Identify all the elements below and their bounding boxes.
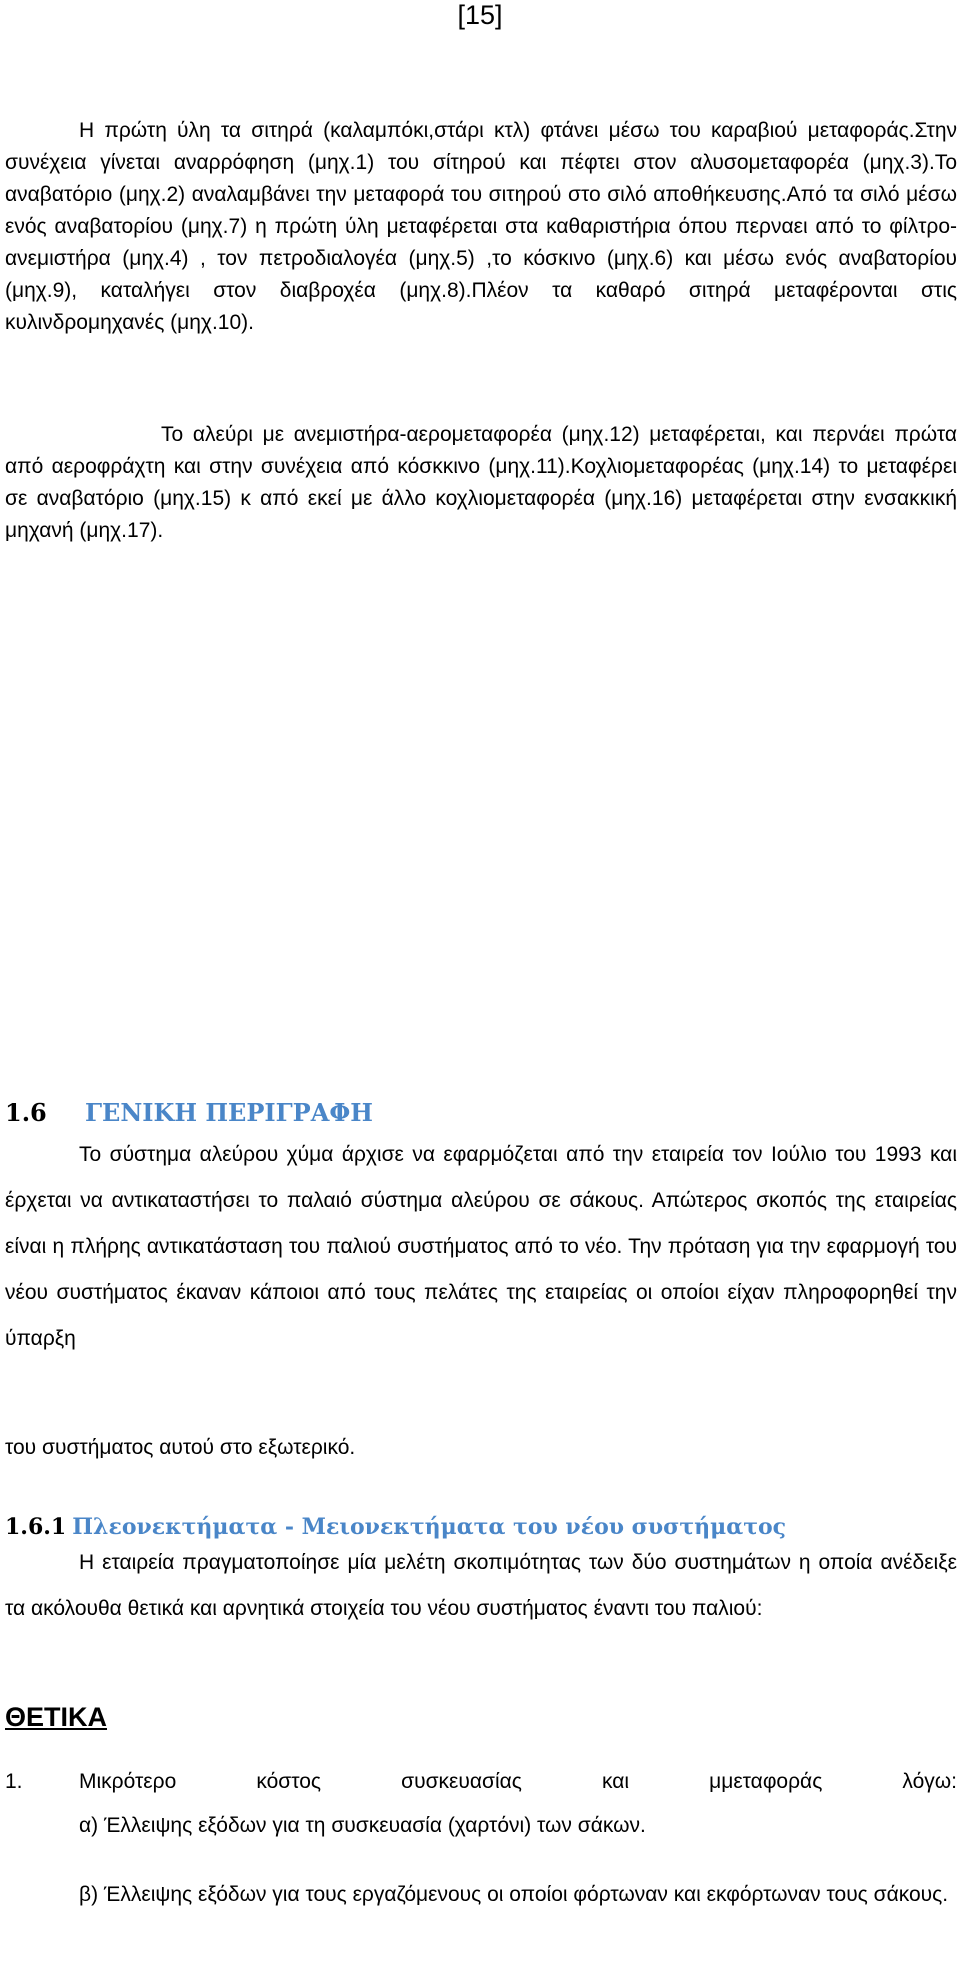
section-number: 1.6 <box>5 1098 47 1127</box>
section-heading-1-6 <box>5 1097 373 1129</box>
section-number: 1.6.1 <box>5 1514 67 1540</box>
page-number: [15] <box>457 0 503 30</box>
list-item-text: Μικρότερο κόστος συσκευασίας και μμεταφοράς λόγω: <box>79 1770 957 1793</box>
list-subitem-text: β) Έλλειψης εξόδων για τους εργαζόμενους οι οποίοι φόρτωναν και εκφόρτωναν τους σάκους. <box>79 1883 949 1906</box>
paragraph-text: Η πρώτη ύλη τα σιτηρά (καλαμπόκι,στάρι κτλ) φτάνει μέσω του καραβιού μεταφοράς.Στην συνέχεια γίνεται αναρρόφηση (μηχ.1) του σίτηρού και πέφτει στον αλυσομεταφορέα (μηχ.3).Το αναβατόριο (μηχ.2) αναλαμβάνει την μεταφορά του σιτηρού στο σιλό αποθήκευσης.Από τα σιλό μέσω ενός αναβατορίου (μηχ.7) η πρώτη ύλη μεταφέρεται στα καθαριστήρια όπου περναει από το φίλτρο-ανεμιστήρα (μηχ.4) , τον πετροδιαλογέα (μηχ.5) ,το κόσκινο (μηχ.6) και μέσω ενός αναβατορίου (μηχ.9), καταλήγει στον διαβροχέα (μηχ.8).Πλέον τα καθαρό σιτηρά μεταφέρονται στις κυλινδρομηχανές (μηχ.10). <box>5 119 957 334</box>
paragraph-general-description <box>5 1132 957 1362</box>
positives-heading: ΘΕΤΙΚΑ <box>5 1702 108 1732</box>
list-subitem-a: α) Έλλειψης εξόδων για τη συσκευασία (χαρτόνι) των σάκων. <box>79 1814 646 1837</box>
section-title: ΓΕΝΙΚΗ ΠΕΡΙΓΡΑΦΗ <box>85 1098 373 1127</box>
paragraph-text: Το σύστημα αλεύρου χύμα άρχισε να εφαρμόζεται από την εταιρεία τον Ιούλιο του 1993 και έρχεται να αντικαταστήσει το παλαιό σύστημα αλεύρου σε σάκους. Απώτερος σκοπός της εταιρείας είναι η πλήρης αντικατάσταση του παλιού συστήματος από το νέο. Την πρόταση για την εφαρμογή του νέου συστήματος έκαναν κάποιοι από τους πελάτες της εταιρείας οι οποίοι είχαν πληροφορηθεί την ύπαρξη <box>5 1143 957 1350</box>
list-item-number: 1. <box>5 1770 23 1793</box>
list-item <box>5 1766 957 1798</box>
paragraph-flour-transport <box>5 419 957 547</box>
paragraph-continuation: του συστήματος αυτού στο εξωτερικό. <box>5 1436 356 1459</box>
section-title: Πλεονεκτήματα - Μειονεκτήματα του νέου συστήματος <box>72 1514 787 1540</box>
section-heading-1-6-1 <box>5 1511 786 1543</box>
paragraph-feasibility-study <box>5 1540 957 1632</box>
paragraph-text: Το αλεύρι με ανεμιστήρα-αερομεταφορέα (μηχ.12) μεταφέρεται, και περνάει πρώτα από αεροφράχτη και στην συνέχεια από κόσκκινο (μηχ.11).Κοχλιομεταφορέας (μηχ.14) το μεταφέρει σε αναβατόριο (μηχ.15) κ από εκεί με άλλο κοχλιομεταφορέα (μηχ.16) μεταφέρεται στην ενσακκική μηχανή (μηχ.17). <box>5 423 957 542</box>
paragraph-process-description <box>5 115 957 339</box>
list-subitem-b <box>5 1872 957 1918</box>
paragraph-text: Η εταιρεία πραγματοποίησε μία μελέτη σκοπιμότητας των δύο συστημάτων η οποία ανέδειξε τα ακόλουθα θετικά και αρνητικά στοιχεία του νέου συστήματος έναντι του παλιού: <box>5 1551 957 1620</box>
